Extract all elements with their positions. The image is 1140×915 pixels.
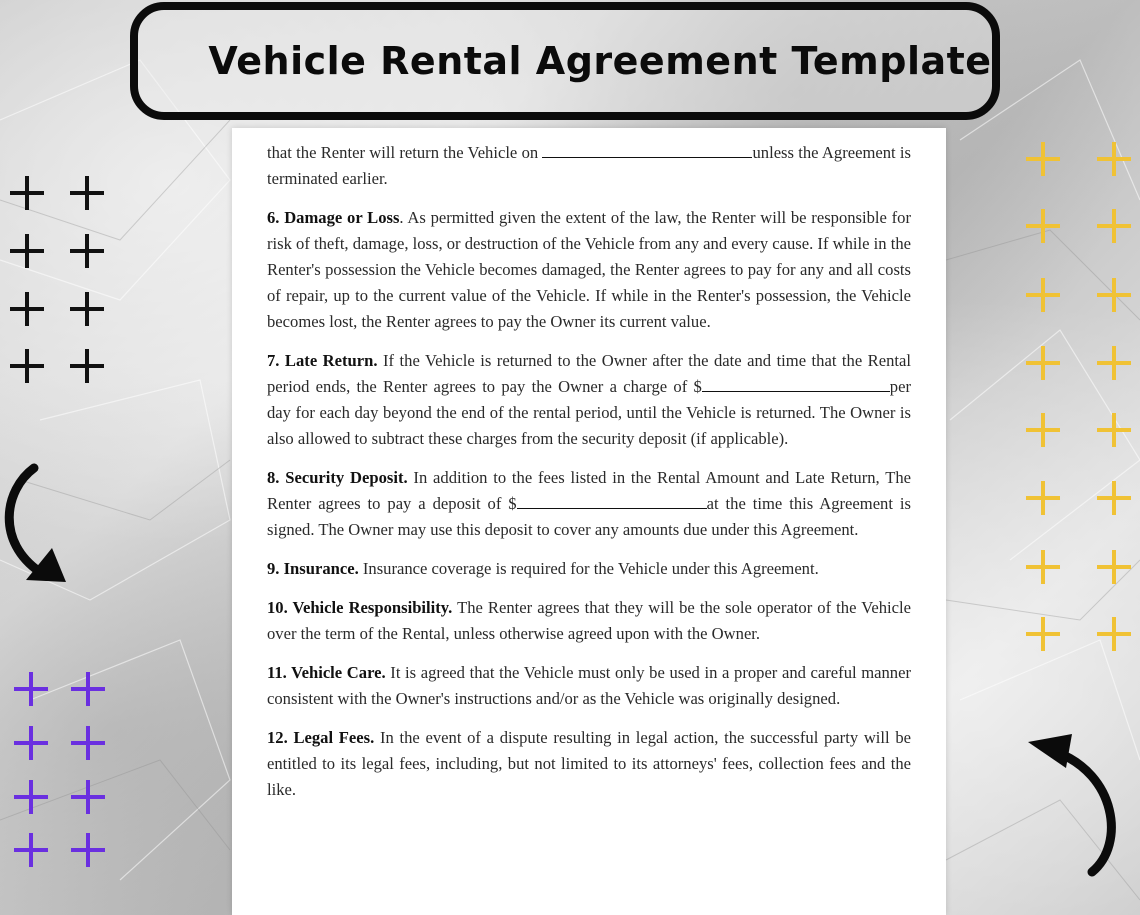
intro-paragraph — [267, 140, 911, 192]
plus-icon — [1026, 413, 1060, 447]
plus-icon — [1026, 278, 1060, 312]
plus-icon — [10, 292, 44, 326]
plus-icon — [70, 292, 104, 326]
plus-icon — [71, 672, 105, 706]
curved-arrow-icon — [0, 462, 80, 592]
section-12-heading: 12. Legal Fees. — [267, 728, 375, 747]
plus-icon — [14, 780, 48, 814]
document-page — [232, 128, 946, 915]
section-11-vehicle-care — [267, 660, 911, 712]
plus-icon — [1097, 142, 1131, 176]
return-date-blank — [542, 141, 752, 158]
curved-arrow-icon — [1026, 734, 1126, 879]
title-banner — [130, 2, 1000, 120]
plus-icon — [10, 349, 44, 383]
section-8-body-start: In addition to the fees listed in the Rental Amount and Late Return, The Renter agrees to pay a deposit of $ — [267, 468, 911, 513]
section-8-body-end: at the time this Agreement is signed. The Owner may use this deposit to cover any amounts due under this Agreement. — [267, 494, 911, 539]
late-charge-blank — [702, 375, 890, 392]
plus-icon — [1026, 550, 1060, 584]
plus-icon — [1097, 550, 1131, 584]
plus-icon — [1026, 617, 1060, 651]
section-6-damage-or-loss — [267, 205, 911, 335]
plus-icon — [14, 672, 48, 706]
deposit-amount-blank — [517, 492, 707, 509]
plus-icon — [14, 726, 48, 760]
section-9-body: Insurance coverage is required for the Vehicle under this Agreement. — [358, 559, 819, 578]
plus-icon — [70, 176, 104, 210]
section-11-body: It is agreed that the Vehicle must only be used in a proper and careful manner consistent with the Owner's instructions and/or as the Vehicle was originally designed. — [267, 663, 911, 708]
document-body — [267, 140, 911, 816]
section-8-heading: 8. Security Deposit. — [267, 468, 408, 487]
plus-icon — [10, 234, 44, 268]
section-6-body: . As permitted given the extent of the law, the Renter will be responsible for risk of theft, damage, loss, or destruction of the Vehicle from any and every cause. If while in the Renter's possession the Vehicle becomes damaged, the Renter agrees to pay for any and all costs of repair, up to the current value of the Vehicle. If while in the Renter's possession, the Vehicle becomes lost, the Renter agrees to pay the Owner its current value. — [267, 208, 911, 331]
plus-icon — [1097, 617, 1131, 651]
section-7-body-end: per day for each day beyond the end of the rental period, until the Vehicle is returned. The Owner is also allowed to subtract these charges from the security deposit (if applicable). — [267, 377, 911, 448]
plus-icon — [10, 176, 44, 210]
plus-icon — [70, 234, 104, 268]
section-12-body: In the event of a dispute resulting in legal action, the successful party will be entitled to its legal fees, including, but not limited to its attorneys' fees, collection fees and the like. — [267, 728, 912, 799]
plus-icon — [71, 726, 105, 760]
intro-text-end: unless the Agreement is terminated earlier. — [267, 143, 911, 188]
plus-icon — [70, 349, 104, 383]
plus-icon — [1026, 142, 1060, 176]
section-7-body-start: If the Vehicle is returned to the Owner after the date and time that the Rental period ends, the Renter agrees to pay the Owner a charge of $ — [267, 351, 911, 396]
plus-icon — [1097, 278, 1131, 312]
plus-icon — [1026, 346, 1060, 380]
section-7-late-return — [267, 348, 911, 452]
plus-icon — [14, 833, 48, 867]
section-12-legal-fees — [267, 725, 911, 803]
section-9-insurance — [267, 556, 911, 582]
plus-icon — [1026, 209, 1060, 243]
page-title: Vehicle Rental Agreement Template — [208, 39, 992, 83]
plus-icon — [1097, 481, 1131, 515]
plus-icon — [1026, 481, 1060, 515]
section-10-vehicle-responsibility — [267, 595, 911, 647]
plus-icon — [71, 833, 105, 867]
intro-text-start: that the Renter will return the Vehicle on — [267, 143, 539, 162]
plus-icon — [71, 780, 105, 814]
section-7-heading: 7. Late Return. — [267, 351, 378, 370]
section-11-heading: 11. Vehicle Care. — [267, 663, 386, 682]
section-6-heading: 6. Damage or Loss — [267, 208, 400, 227]
section-10-heading: 10. Vehicle Responsibility. — [267, 598, 453, 617]
section-9-heading: 9. Insurance. — [267, 559, 359, 578]
plus-icon — [1097, 413, 1131, 447]
plus-icon — [1097, 209, 1131, 243]
section-10-body: The Renter agrees that they will be the sole operator of the Vehicle over the term of the Rental, unless otherwise agreed upon with the Owner. — [267, 598, 911, 643]
plus-icon — [1097, 346, 1131, 380]
section-8-security-deposit — [267, 465, 911, 543]
